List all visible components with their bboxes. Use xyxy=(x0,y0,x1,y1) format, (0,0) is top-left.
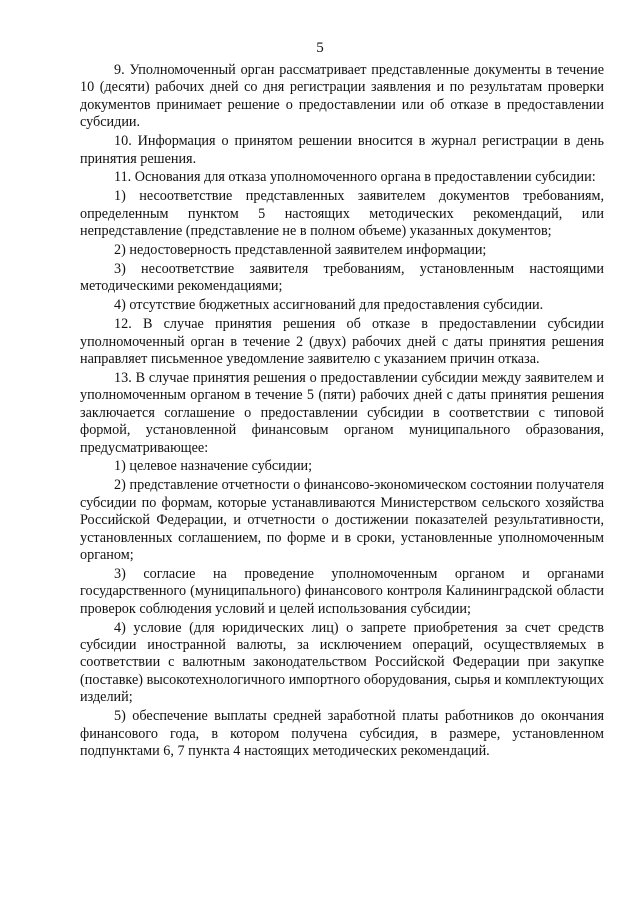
agreement-term-5: 5) обеспечение выплаты средней заработной платы работников до окончания финансового года, в котором получена субсидия, в размере, установленном подпунктами 6, 7 пункта 4 настоящих методических рекомендаций. xyxy=(80,708,604,759)
agreement-term-4: 4) условие (для юридических лиц) о запрете приобретения за счет средств субсидии иностранной валюты, за исключением операций, осуществляемых в соответствии с валютным законодательством Российской Федерации при закупке (поставке) высокотехнологичного импортного оборудования, сырья и комплектующих изделий; xyxy=(80,619,604,706)
paragraph-13: 13. В случае принятия решения о предоставлении субсидии между заявителем и уполномоченным органом в течение 5 (пяти) рабочих дней с даты принятия решения заключается соглашение о предоставлении субсидии в соответствии с типовой формой, установленной финансовым органом муниципального образования, предусматривающее: xyxy=(80,369,604,456)
page-number: 5 xyxy=(316,40,324,56)
refusal-reason-1: 1) несоответствие представленных заявителем документов требованиям, определенным пунктом 5 настоящих методических рекомендаций, или непредставление (представление не в полном объеме) указанных документов; xyxy=(80,188,604,240)
agreement-term-1: 1) целевое назначение субсидии; xyxy=(114,458,313,475)
document-body xyxy=(80,62,604,761)
refusal-reason-3: 3) несоответствие заявителя требованиям, установленным настоящими методическими рекомендациями; xyxy=(80,260,604,295)
paragraph-9: 9. Уполномоченный орган рассматривает представленные документы в течение 10 (десяти) рабочих дней со дня регистрации заявления и по результатам проверки документов принимает решение о предоставлении или об отказе в предоставлении субсидии. xyxy=(80,62,604,131)
agreement-term-2: 2) представление отчетности о финансово-экономическом состоянии получателя субсидии по формам, которые устанавливаются Министерством сельского хозяйства Российской Федерации, и отчетности о достижении показателей результативности, установленных соглашением, по форме и в сроки, установленные уполномоченным органом; xyxy=(80,477,604,563)
agreement-term-3: 3) согласие на проведение уполномоченным органом и органами государственного (муниципального) финансового контроля Калининградской области проверок соблюдения условий и целей использования субсидии; xyxy=(80,565,604,617)
paragraph-10: 10. Информация о принятом решении вносится в журнал регистрации в день принятия решения. xyxy=(80,133,604,167)
paragraph-11: 11. Основания для отказа уполномоченного органа в предоставлении субсидии: xyxy=(114,169,596,186)
paragraph-12: 12. В случае принятия решения об отказе в предоставлении субсидии уполномоченный орган в течение 2 (двух) рабочих дней с даты принятия решения направляет письменное уведомление заявителю с указанием причин отказа. xyxy=(80,316,604,367)
refusal-reason-2: 2) недостоверность представленной заявителем информации; xyxy=(114,242,487,259)
refusal-reason-4: 4) отсутствие бюджетных ассигнований для предоставления субсидии. xyxy=(114,297,544,314)
